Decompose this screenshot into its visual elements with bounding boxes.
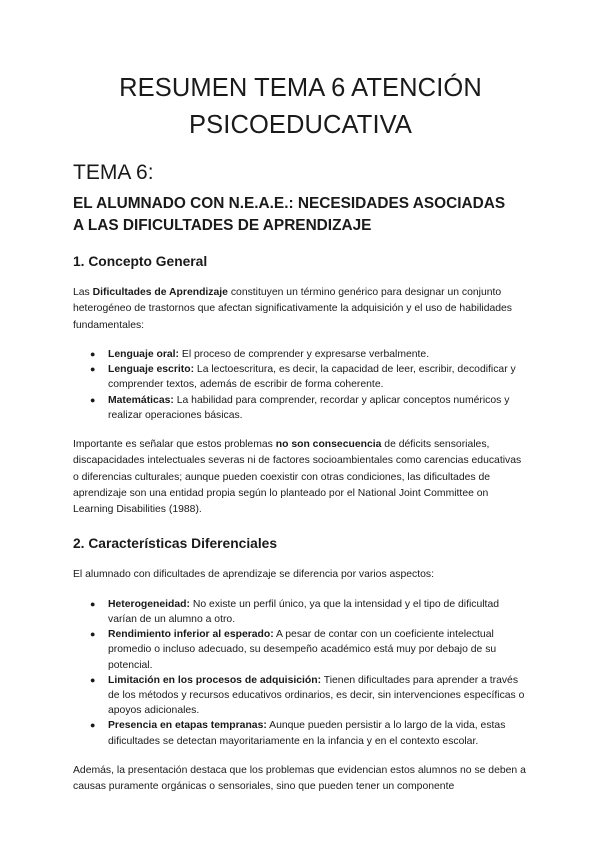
document-title [73,70,528,144]
list-item-term: Heterogeneidad: [108,598,190,610]
tema-subtitle [73,193,528,236]
section-1-bullet-list [73,347,528,423]
section-2-heading: 2. Características Diferenciales [73,536,278,552]
note-bold-term: no son consecuencia [275,438,382,450]
subtitle-line-1: EL ALUMNADO CON N.E.A.E.: NECESIDADES ASOCIADAS [73,195,506,212]
section-1-note [73,437,528,518]
bullet-icon: ● [90,598,96,609]
intro-text: Las [73,287,93,298]
bullet-icon: ● [90,394,96,405]
list-item-text: Tienen dificultades para aprender a través de los métodos y recursos educativos ordinarios, es decir, sin intervenciones específicas o apoyos adicionales. [108,674,525,717]
intro-text-cont: constituyen un término genérico para designar un conjunto heterogéneo de trastornos que afectan significativamente la adquisición y el uso de habilidades fundamentales: [73,287,513,331]
list-item-text: El proceso de comprender y expresarse verbalmente. [179,348,430,360]
title-line-2: PSICOEDUCATIVA [189,111,412,139]
subtitle-line-2: A LAS DIFICULTADES DE APRENDIZAJE [73,216,372,234]
list-item-term: Matemáticas: [108,394,174,406]
section-2-intro: El alumnado con dificultades de aprendizaje se diferencia por varios aspectos: [73,569,434,581]
list-item [73,718,528,748]
list-item [73,673,528,719]
bullet-icon: ● [90,348,96,359]
section-1-heading: 1. Concepto General [73,254,208,269]
bullet-icon: ● [90,364,96,375]
tema-heading: TEMA 6: [73,161,154,184]
section-1-intro [73,285,528,334]
list-item-text: No existe un perfil único, ya que la intensidad y el tipo de dificultad varían de un alumno a otro. [108,598,500,625]
list-item-term: Lenguaje escrito: [108,364,195,376]
title-line-1: RESUMEN TEMA 6 ATENCIÓN [119,74,482,102]
bullet-icon: ● [90,674,96,685]
list-item-text: A pesar de contar con un coeficiente intelectual promedio o incluso adecuado, su desempeño académico está muy por debajo de su potencial. [108,629,497,671]
list-item-text: La lectoescritura, es decir, la capacidad de leer, escribir, decodificar y comprender textos, además de escribir de forma coherente. [108,364,516,391]
document-page [73,70,528,795]
list-item [73,362,528,392]
list-item [73,627,528,673]
list-item [73,347,528,362]
note-text: Importante es señalar que estos problemas [73,438,276,450]
list-item-text: La habilidad para comprender, recordar y aplicar conceptos numéricos y realizar operaciones básicas. [108,394,510,421]
list-item [73,597,528,627]
intro-bold-term: Dificultades de Aprendizaje [92,287,228,298]
bullet-icon: ● [90,629,96,640]
list-item-term: Lenguaje oral: [108,348,180,360]
list-item-term: Limitación en los procesos de adquisición: [108,674,322,686]
list-item-term: Rendimiento inferior al esperado: [108,629,274,641]
section-2-closing: Además, la presentación destaca que los problemas que evidencian estos alumnos no se deben a causas puramente orgánicas o sensoriales, sino que pueden tener un componente [73,764,526,793]
list-item-text: Aunque pueden persistir a lo largo de la vida, estas dificultades se detectan mayoritariamente en la infancia y en el contexto escolar. [108,720,506,747]
section-2-bullet-list [73,597,528,749]
list-item [73,393,528,423]
note-text-cont: de déficits sensoriales, discapacidades intelectuales severas ni de factores socioambientales como carencias educativas o diferencias culturales; aunque pueden coexistir con otras condiciones, las dificultades de aprendizaje son una entidad propia según lo planteado por el National Joint Committee on Learning Disabilities (1988). [73,438,522,516]
bullet-icon: ● [90,720,96,731]
list-item-term: Presencia en etapas tempranas: [108,720,267,732]
